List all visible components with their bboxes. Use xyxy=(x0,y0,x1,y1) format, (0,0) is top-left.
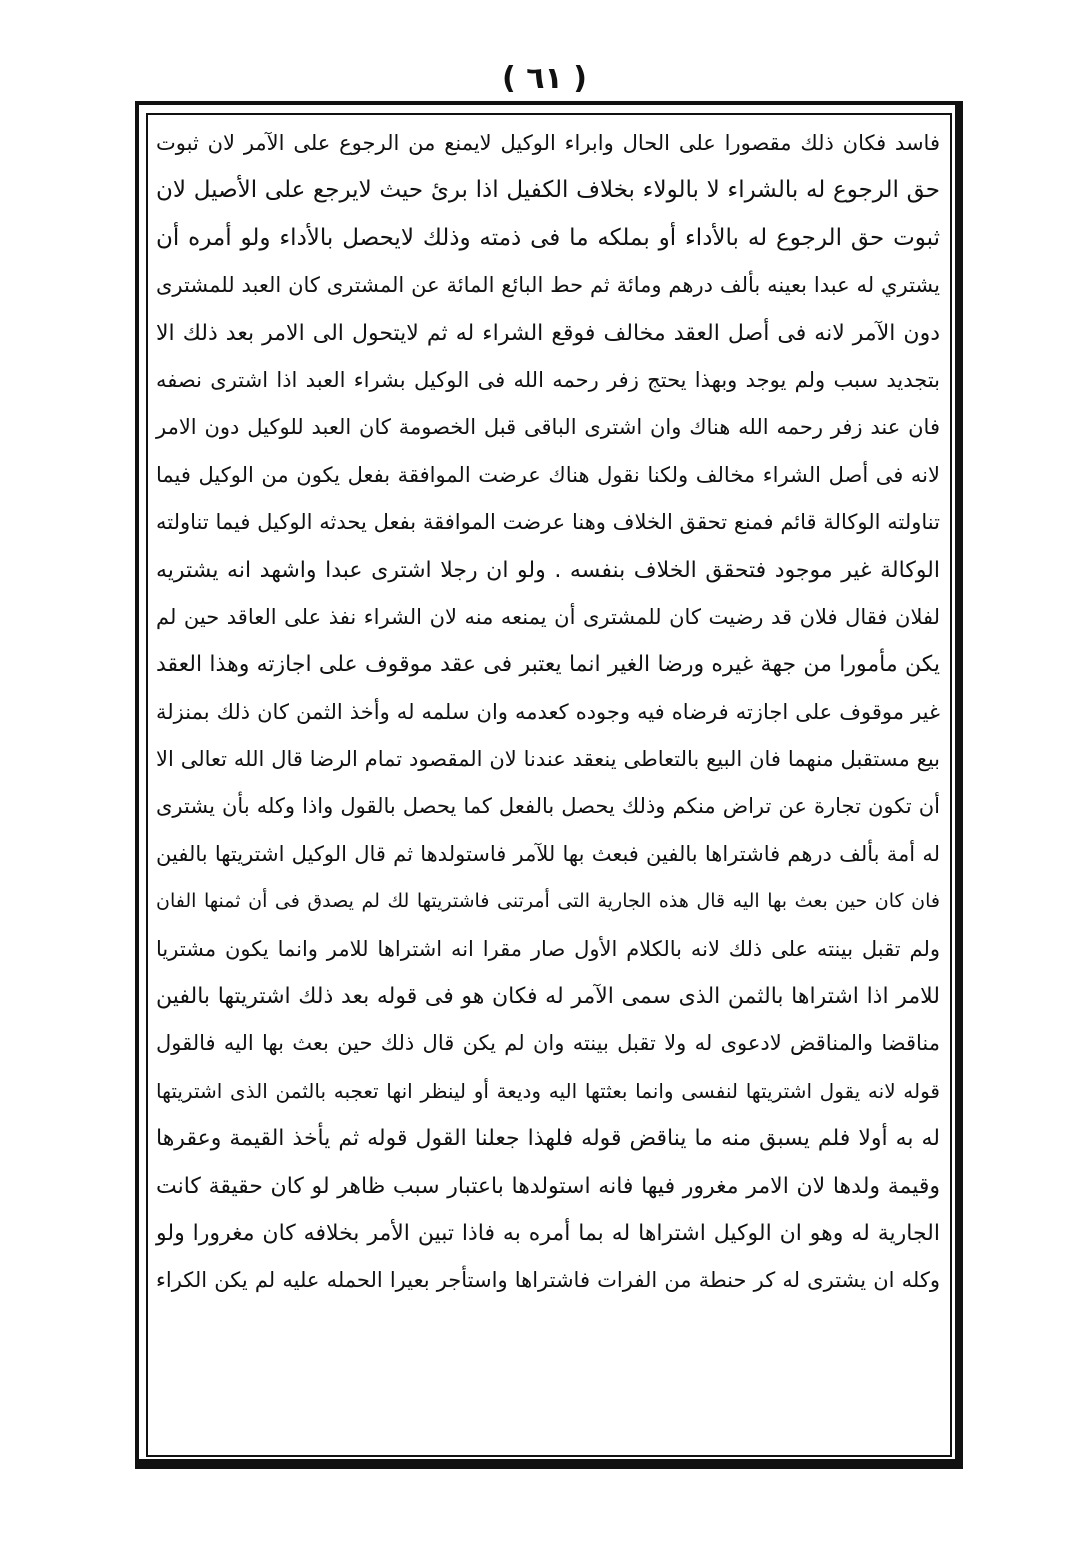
text-line: فاسد فكان ذلك مقصورا على الحال وابراء الوكيل لايمنع من الرجوع على الآمر لان ثبوت xyxy=(156,131,940,155)
text-line: ثبوت حق الرجوع له بالأداء أو بملكه ما فى ذمته وذلك لايحصل بالأداء ولو أمره أن xyxy=(156,224,940,251)
text-line: الوكالة غير موجود فتحقق الخلاف بنفسه . ولو ان رجلا اشترى عبدا واشهد انه يشتريه xyxy=(156,557,940,583)
text-line: لانه فى أصل الشراء مخالف ولكنا نقول هناك عرضت الموافقة بفعل يكون من الوكيل فيما xyxy=(156,462,940,487)
page-number: ( ٦١ ) xyxy=(502,61,587,96)
text-line: أن تكون تجارة عن تراض منكم وذلك يحصل بالفعل كما يحصل بالقول واذا وكله بأن يشترى xyxy=(156,794,940,819)
text-line: له به أولا فلم يسبق منه ما يناقض قوله فلهذا جعلنا القول قوله ثم يأخذ القيمة وعقرها xyxy=(156,1126,940,1152)
text-line: قوله لانه يقول اشتريتها لنفسى وانما بعثتها اليه وديعة أو لينظر انها تعجبه بالثمن الذى اشتريتها xyxy=(156,1078,940,1103)
text-line: يشتري له عبدا بعينه بألف درهم ومائة ثم حط البائع المائة عن المشترى كان العبد للمشترى xyxy=(156,273,940,298)
text-line: غير موقوف على اجازته فرضاه فيه وجوده كعدمه وان سلمه له وأخذ الثمن كان ذلك بمنزلة xyxy=(156,699,940,724)
text-line: للامر اذا اشتراها بالثمن الذى سمى الآمر له فكان هو فى قوله بعد ذلك اشتريتها بالفين xyxy=(156,984,940,1010)
text-line: مناقضا والمناقض لادعوى له ولا تقبل بينته وان لم يكن قال ذلك حين بعث بها اليه فالقول xyxy=(156,1031,940,1056)
text-line: فان كان حين بعث بها اليه قال هذه الجارية التى أمرتنى فاشتريتها لك لم يصدق فى أن ثمنها الفان xyxy=(156,890,940,913)
text-line: بيع مستقبل منهما فان البيع بالتعاطى ينعقد عندنا لان المقصود تمام الرضا قال الله تعالى الا xyxy=(156,747,940,772)
text-line: له أمة بألف درهم فاشتراها بالفين فبعث بها للآمر فاستولدها ثم قال الوكيل اشتريتها بالفين xyxy=(156,841,940,866)
text-line: تناولته الوكالة قائم فمنع تحقق الخلاف وهنا عرضت الموافقة بفعل يحدثه الوكيل فيما تناولته xyxy=(156,510,940,535)
text-line: لفلان فقال فلان قد رضيت كان للمشترى أن يمنعه منه لان الشراء نفذ على العاقد حين لم xyxy=(156,604,940,629)
text-line: ولم تقبل بينته على ذلك لانه بالكلام الأول صار مقرا انه اشتراها للامر وانما يكون مشتريا xyxy=(156,936,940,961)
body-text xyxy=(150,120,946,1305)
text-line: وقيمة ولدها لان الامر مغرور فيها فانه استولدها باعتبار سبب ظاهر لو كان حقيقة كانت xyxy=(156,1173,940,1199)
text-line: دون الآمر لانه فى أصل العقد مخالف فوقع الشراء له ثم لايتحول الى الامر بعد ذلك الا xyxy=(156,320,940,346)
text-line: يكن مأمورا من جهة غيره ورضا الغير انما يعتبر فى عقد موقوف على اجازته وهذا العقد xyxy=(156,652,940,678)
text-line: الجارية له وهو ان الوكيل اشتراها له بما أمره به فاذا تبين الأمر بخلافه كان مغرورا ولو xyxy=(156,1220,940,1246)
text-line: وكله ان يشترى له كر حنطة من الفرات فاشتراها واستأجر بعيرا الحمله عليه لم يكن الكراء xyxy=(156,1268,940,1293)
text-line: فان عند زفر رحمه الله هناك وان اشترى الباقى قبل الخصومة كان العبد للوكيل دون الامر xyxy=(156,415,940,440)
text-line: حق الرجوع له بالشراء لا بالولاء بخلاف الكفيل اذا برئ حيث لايرجع على الأصيل لان xyxy=(156,177,940,204)
text-line: بتجديد سبب ولم يوجد وبهذا يحتج زفر رحمه الله فى الوكيل بشراء العبد اذا اشترى نصفه xyxy=(156,367,940,392)
